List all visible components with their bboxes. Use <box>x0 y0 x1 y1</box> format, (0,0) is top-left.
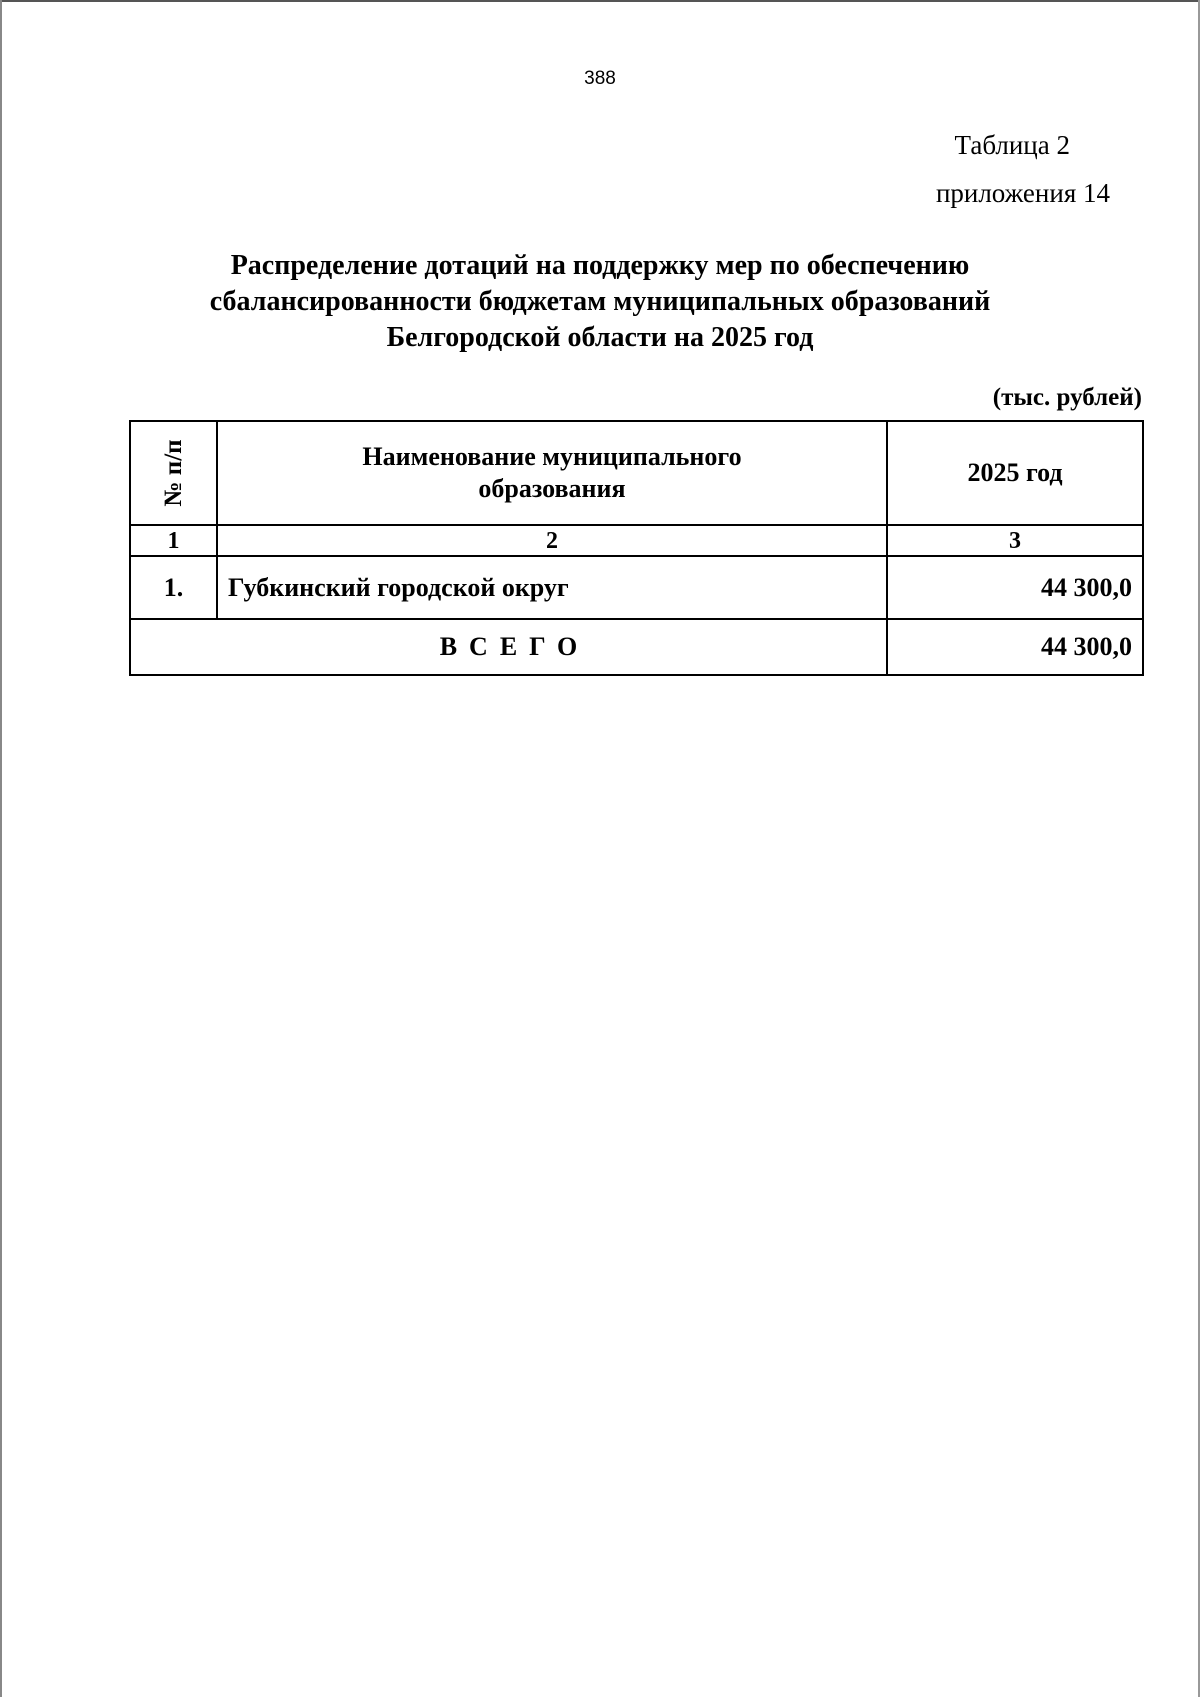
header-number: № п/п <box>159 439 187 507</box>
total-amount: 44 300,0 <box>887 619 1143 675</box>
table-row <box>130 556 1143 619</box>
column-number-2: 2 <box>217 525 887 556</box>
column-number-3: 3 <box>887 525 1143 556</box>
header-name-line-2: образования <box>478 474 626 503</box>
table-header-row <box>130 421 1143 525</box>
title-line-1: Распределение дотаций на поддержку мер по обеспечению <box>230 250 970 281</box>
table-label: Таблица 2 <box>954 130 1070 160</box>
total-label: ВСЕГО <box>130 619 887 675</box>
header-year: 2025 год <box>887 421 1143 525</box>
units-note: (тыс. рублей) <box>992 384 1142 411</box>
header-name-line-1: Наименование муниципального <box>362 442 742 471</box>
row-municipality-name: Губкинский городской округ <box>217 556 887 619</box>
header-name-cell <box>217 421 887 525</box>
title-line-3: Белгородской области на 2025 год <box>386 322 814 353</box>
header-number-cell <box>130 421 217 525</box>
scan-edge-top <box>0 0 1200 2</box>
subsidy-table <box>129 420 1144 676</box>
total-row <box>130 619 1143 675</box>
title-line-2: сбалансированности бюджетам муниципальных образований <box>209 286 991 317</box>
row-number: 1. <box>130 556 217 619</box>
document-title <box>180 248 1020 356</box>
page-number: 388 <box>584 68 616 89</box>
scan-edge-left <box>0 0 2 1697</box>
column-number-row <box>130 525 1143 556</box>
appendix-label: приложения 14 <box>935 178 1110 208</box>
column-number-1: 1 <box>130 525 217 556</box>
row-amount: 44 300,0 <box>887 556 1143 619</box>
